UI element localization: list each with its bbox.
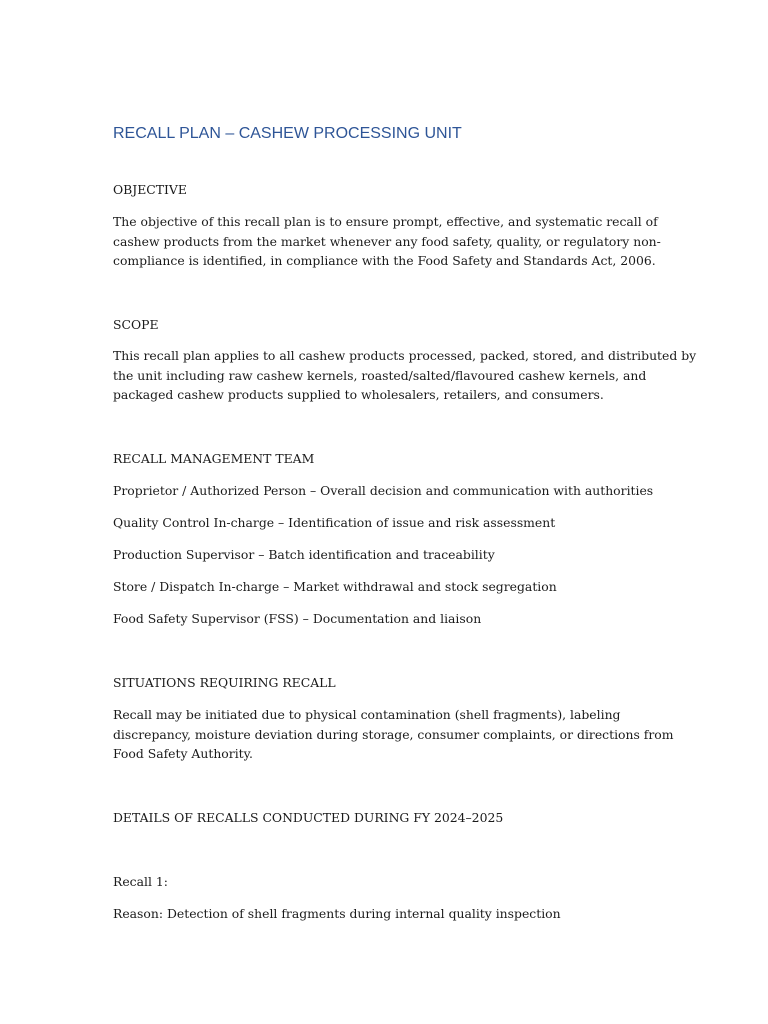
scope-heading: SCOPE: [113, 317, 159, 332]
situations-line: discrepancy, moisture deviation during storage, consumer complaints, or directions from: [113, 726, 674, 742]
objective-heading: OBJECTIVE: [113, 182, 187, 197]
team-member-store-dispatch: Store / Dispatch In-charge – Market withdrawal and stock segregation: [113, 579, 557, 594]
team-member-quality-control: Quality Control In-charge – Identification of issue and risk assessment: [113, 515, 556, 530]
recalls-heading: DETAILS OF RECALLS CONDUCTED DURING FY 2024–2025: [113, 810, 504, 825]
recall-1-label: Recall 1:: [113, 874, 168, 889]
scope-line: the unit including raw cashew kernels, roasted/salted/flavoured cashew kernels, and: [113, 367, 647, 383]
objective-line: compliance is identified, in compliance with the Food Safety and Standards Act, 2006.: [113, 253, 656, 268]
team-heading: RECALL MANAGEMENT TEAM: [113, 451, 315, 466]
situations-heading: SITUATIONS REQUIRING RECALL: [113, 675, 336, 690]
situations-paragraph: [113, 705, 673, 764]
objective-paragraph: [113, 212, 673, 271]
objective-line: cashew products from the market whenever any food safety, quality, or regulatory non-: [113, 233, 661, 249]
objective-line: The objective of this recall plan is to ensure prompt, effective, and systematic recall of: [113, 214, 658, 229]
team-member-production: Production Supervisor – Batch identification and traceability: [113, 547, 495, 562]
scope-paragraph: [113, 346, 697, 405]
document-title: RECALL PLAN – CASHEW PROCESSING UNIT: [113, 125, 462, 142]
situations-line: Recall may be initiated due to physical contamination (shell fragments), labeling: [113, 707, 621, 722]
team-member-fss: Food Safety Supervisor (FSS) – Documentation and liaison: [113, 611, 482, 626]
situations-line: Food Safety Authority.: [113, 746, 253, 761]
recall-1-reason: Reason: Detection of shell fragments during internal quality inspection: [113, 906, 561, 921]
team-member-proprietor: Proprietor / Authorized Person – Overall decision and communication with authorities: [113, 483, 654, 498]
scope-line: This recall plan applies to all cashew products processed, packed, stored, and distributed by: [113, 348, 697, 363]
scope-line: packaged cashew products supplied to wholesalers, retailers, and consumers.: [113, 387, 604, 402]
